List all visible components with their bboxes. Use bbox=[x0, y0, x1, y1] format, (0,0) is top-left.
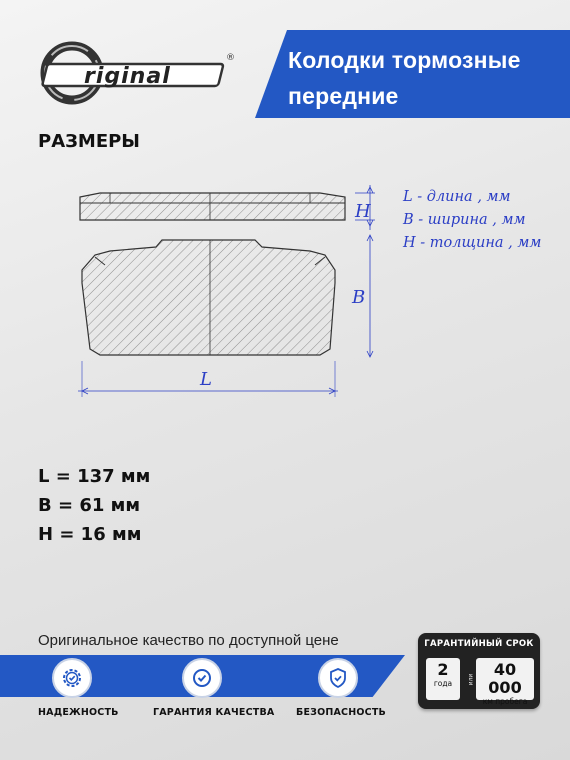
dimension-thickness: H = 16 мм bbox=[38, 524, 142, 545]
brake-pad-drawing bbox=[70, 175, 400, 410]
gear-check-icon bbox=[52, 658, 92, 698]
warranty-or: или bbox=[467, 673, 475, 686]
title-line-1: Колодки тормозные bbox=[288, 47, 521, 73]
dimension-width: B = 61 мм bbox=[38, 495, 141, 516]
warranty-km bbox=[476, 658, 534, 706]
circle-check-icon bbox=[182, 658, 222, 698]
svg-text:riginal: riginal bbox=[84, 64, 171, 89]
title-line-2: передние bbox=[288, 83, 399, 109]
svg-text:®: ® bbox=[226, 53, 235, 63]
legend-thickness: H - толщина , мм bbox=[403, 235, 542, 251]
warranty-km-value: 40 000 bbox=[488, 660, 522, 697]
dimension-legend bbox=[403, 186, 541, 255]
warranty-km-unit: км пробега bbox=[482, 697, 528, 706]
feature-quality-guarantee: ГАРАНТИЯ КАЧЕСТВА bbox=[153, 707, 275, 718]
warranty-title: ГАРАНТИЙНЫЙ СРОК bbox=[424, 639, 534, 649]
feature-safety: БЕЗОПАСНОСТЬ bbox=[296, 707, 386, 718]
pad-front-view bbox=[82, 240, 335, 355]
tagline: Оригинальное качество по доступной цене bbox=[38, 632, 339, 649]
original-logo bbox=[40, 38, 240, 108]
legend-length: L - длина , мм bbox=[403, 189, 511, 205]
dimension-values bbox=[38, 462, 150, 549]
warranty-years-value: 2 bbox=[437, 660, 449, 679]
legend-width: B - ширина , мм bbox=[403, 212, 526, 228]
pad-side-view bbox=[80, 193, 345, 220]
warranty-years bbox=[426, 658, 460, 700]
dimension-length: L = 137 мм bbox=[38, 466, 151, 487]
warranty-badge bbox=[418, 633, 540, 709]
l-dimension-label: L bbox=[200, 369, 212, 390]
shield-check-icon bbox=[318, 658, 358, 698]
b-dimension-label: B bbox=[352, 287, 366, 308]
section-title: РАЗМЕРЫ bbox=[38, 131, 140, 152]
h-dimension-label: H bbox=[355, 201, 371, 222]
warranty-years-unit: года bbox=[433, 679, 453, 688]
feature-reliability: НАДЕЖНОСТЬ bbox=[38, 707, 119, 718]
